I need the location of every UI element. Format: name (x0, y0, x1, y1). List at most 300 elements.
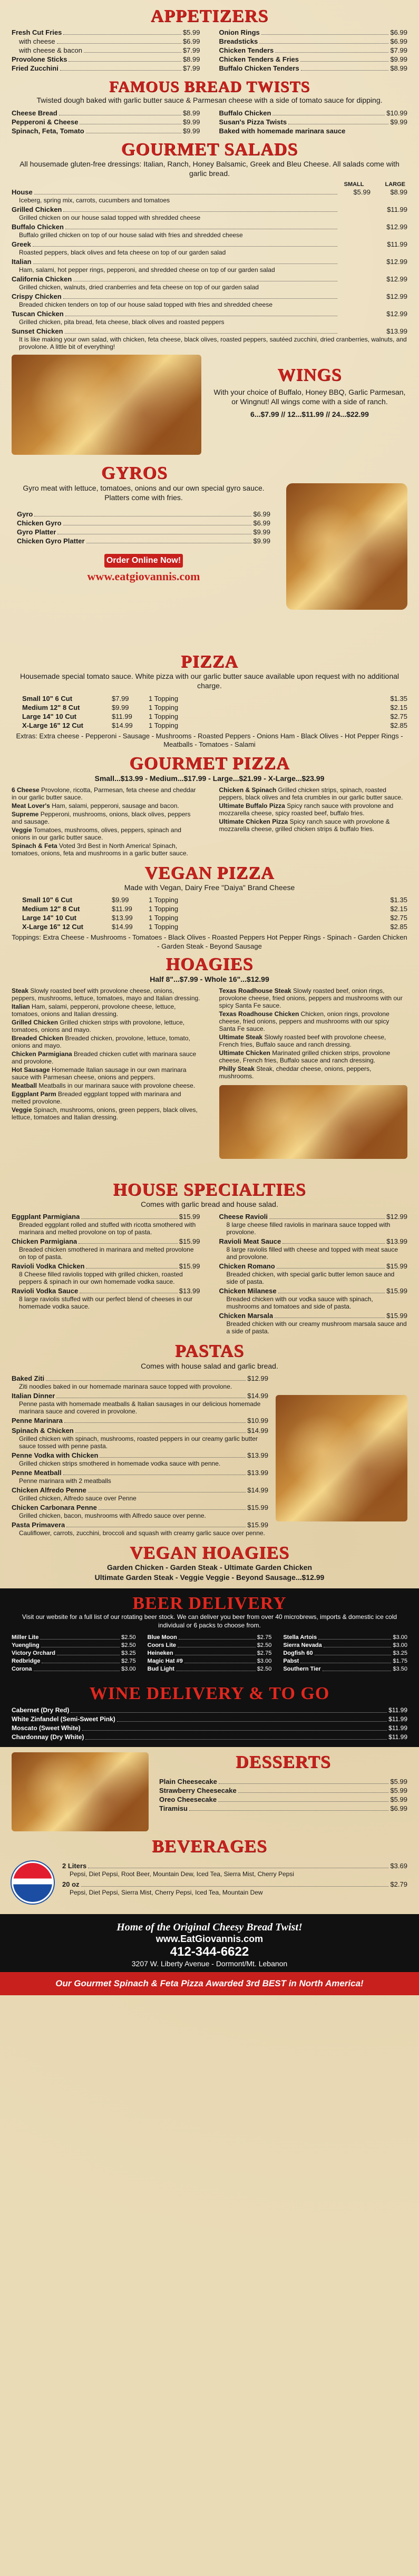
salad-list (12, 188, 407, 350)
menu-item (12, 1106, 200, 1121)
dessert-list (159, 1777, 407, 1813)
hoagies-title: HOAGIES (165, 954, 254, 974)
leader-dots (86, 536, 252, 543)
topping-label: 1 Topping (149, 896, 179, 904)
menu-item-row (283, 1665, 407, 1673)
leader-dots (80, 1286, 178, 1293)
salad-row (12, 240, 407, 249)
item-name: Redbridge (12, 1658, 41, 1665)
menu-item-row (159, 1786, 407, 1795)
salad-desc: Roasted peppers, black olives and feta cheese on top of our garden salad (19, 249, 226, 257)
item-name: 6 Cheese (12, 786, 40, 794)
leader-dots (275, 46, 388, 53)
size-price: $14.99 (112, 923, 133, 931)
item-name: Chicken Romano (219, 1262, 275, 1271)
item-name: Pepperoni & Cheese (12, 118, 79, 126)
item-price: $3.50 (393, 1666, 407, 1673)
menu-item-row (219, 1311, 408, 1320)
salad-name: California Chicken (12, 275, 72, 284)
item-price: $5.99 (390, 1787, 407, 1795)
size-name: Small 10" 6 Cut (22, 694, 73, 702)
menu-item-row (219, 1286, 408, 1295)
leader-dots (57, 37, 181, 44)
salad-small-price (339, 327, 371, 336)
menu-item-row (12, 1706, 407, 1715)
vegan-pizza-section (0, 863, 419, 951)
item-desc: Breaded chicken cutlet with marinara sauce and provolone. (12, 1050, 197, 1065)
salad-large-price: $13.99 (386, 327, 407, 336)
menu-item-row (12, 1503, 268, 1512)
leader-dots (323, 1665, 392, 1671)
item-price: $12.99 (247, 1374, 268, 1382)
pasta-list (12, 1374, 268, 1538)
item-price: $3.00 (257, 1658, 272, 1665)
leader-dots (65, 222, 337, 229)
menu-item-row (12, 1426, 268, 1435)
leader-dots (238, 1786, 389, 1793)
item-price: $2.75 (257, 1650, 272, 1657)
menu-item-row (219, 126, 408, 135)
item-price: $2.50 (257, 1642, 272, 1649)
item-name: Hot Sausage (12, 1066, 50, 1074)
item-price: $9.99 (182, 118, 200, 126)
item-desc: Breaded chicken, with special garlic butter lemon sauce and side of pasta. (226, 1271, 395, 1286)
item-name: Corona (12, 1666, 32, 1673)
hoagies-sizes: Half 8"...$7.99 - Whole 16"...$12.99 (150, 974, 269, 983)
item-name: Blue Moon (147, 1634, 177, 1641)
item-name: Onion Rings (219, 28, 260, 37)
leader-dots (259, 37, 388, 44)
item-price: $5.99 (390, 1778, 407, 1786)
beer-col-2 (148, 1634, 272, 1673)
item-price: $6.99 (253, 510, 270, 519)
item-desc: Voted 3rd Best in North America! Spinach, tomatoes, onions, feta and mushrooms in a garlic butter sauce. (12, 842, 188, 857)
item-name: Chicken Carbonara Penne (12, 1503, 97, 1511)
pizza-subtitle: Housemade special tomato sauce. White pizza with our garlic butter sauce available upon request with no additional charge. (20, 672, 399, 690)
twists-left (12, 109, 200, 135)
item-name: Dogfish 60 (283, 1650, 313, 1657)
size-name: Medium 12" 8 Cut (22, 703, 80, 711)
topping-label: 1 Topping (149, 703, 179, 711)
item-name: Heineken (147, 1650, 173, 1657)
footer-phone[interactable]: 412-344-6622 (170, 1945, 249, 1959)
salad-desc: Grilled chicken, pita bread, feta cheese, black olives and roasted peppers (19, 318, 225, 326)
small-label: SMALL (344, 181, 364, 188)
beer-col-3 (283, 1634, 407, 1673)
item-name: Yuengling (12, 1642, 40, 1649)
leader-dots (63, 292, 337, 299)
menu-item-row (17, 536, 270, 545)
menu-item-row (12, 28, 200, 37)
item-price: $6.99 (390, 37, 407, 46)
hoagies-section (0, 954, 419, 1159)
menu-item-row (159, 1795, 407, 1804)
size-row (22, 922, 407, 931)
salad-item (12, 257, 407, 274)
salad-name: Buffalo Chicken (12, 223, 64, 231)
salad-large-price: $12.99 (386, 223, 407, 231)
item-name: with cheese (19, 37, 55, 46)
leader-dots (42, 1657, 120, 1663)
menu-item (12, 1066, 200, 1081)
item-price: $7.99 (390, 46, 407, 55)
item-name: Penne Vodka with Chicken (12, 1451, 99, 1459)
item-name: Philly Steak (219, 1065, 255, 1072)
beer-subtitle: Visit our website for a full list of our rotating beer stock. We can deliver you beer from over 40 microbrews, imports & domestic ice cold individual or 6 packs to choose from. (22, 1613, 397, 1629)
item-price: $15.99 (247, 1503, 268, 1511)
menu-item (219, 987, 408, 1009)
menu-item (12, 842, 200, 857)
leader-dots (56, 1391, 246, 1398)
order-online-button[interactable]: Order Online Now! (104, 554, 183, 568)
leader-dots (80, 118, 181, 124)
menu-item-row (219, 1212, 408, 1221)
menu-item-row (12, 118, 200, 126)
salad-small-price (339, 205, 371, 214)
salad-desc: Breaded chicken tenders on top of our house salad topped with fries and shredded cheese (19, 301, 272, 309)
menu-item-row (17, 510, 270, 519)
item-desc: Spicy ranch sauce with provolone and mozzarella cheese, spicy roasted beef, buffalo fries. (219, 802, 394, 817)
item-name: Moscato (Sweet White) (12, 1724, 81, 1732)
item-name: Spinach & Feta (12, 842, 57, 850)
item-name: Plain Cheesecake (159, 1778, 217, 1786)
item-desc: Slowly roasted beef, onion rings, provolone cheese, fried onions, peppers and mushrooms with our spicy Santa Fe sauce. (219, 987, 403, 1009)
item-name: Chicken Alfredo Penne (12, 1486, 86, 1494)
salad-large-price: $12.99 (386, 292, 407, 301)
item-desc: Meatballs in our marinara sauce with provolone cheese. (37, 1081, 196, 1089)
item-name: Chicken Gyro (17, 519, 62, 528)
menu-item (12, 1503, 268, 1519)
menu-item-row (148, 1665, 272, 1673)
size-row (22, 913, 407, 922)
item-price: $9.99 (390, 55, 407, 64)
item-price: $7.99 (182, 64, 200, 73)
menu-item (12, 1090, 200, 1105)
hoagies-left (12, 987, 200, 1159)
menu-item (12, 1082, 200, 1089)
size-price: $11.99 (112, 712, 132, 720)
topping-label: 1 Topping (149, 712, 179, 720)
item-price: $11.99 (388, 1724, 407, 1732)
leader-dots (60, 64, 181, 71)
salad-row (12, 309, 407, 318)
menu-item (12, 1451, 268, 1467)
leader-dots (84, 46, 181, 53)
wine-title: WINE DELIVERY & TO GO (89, 1684, 330, 1704)
hoagie-photo (219, 1085, 408, 1159)
item-name: Fried Zucchini (12, 64, 59, 73)
salad-name: Crispy Chicken (12, 292, 62, 301)
menu-item-row (12, 1724, 407, 1733)
item-price: $3.00 (393, 1642, 407, 1649)
oz-price: $2.79 (390, 1880, 407, 1889)
menu-item-row (12, 1374, 268, 1383)
salad-large-price: $8.99 (390, 188, 407, 197)
item-name: Veggie (12, 826, 32, 834)
item-name: Spinach & Chicken (12, 1426, 74, 1435)
item-desc: Penne marinara with 2 meatballs (19, 1477, 111, 1485)
item-name: Meat Lover's (12, 802, 50, 809)
topping-price: $2.85 (390, 923, 407, 931)
salad-name: Italian (12, 258, 32, 266)
item-price: $5.99 (390, 1796, 407, 1804)
leader-dots (179, 1634, 256, 1640)
menu-item-row (12, 1665, 136, 1673)
gourmet-right (219, 786, 408, 858)
menu-item-row (17, 519, 270, 528)
item-name: Chicken Parmigiana (12, 1237, 77, 1246)
menu-item-row (12, 1733, 407, 1742)
leader-dots (33, 240, 337, 247)
salad-large-price: $12.99 (386, 310, 407, 318)
item-desc: Slowly roasted beef with provolone cheese, French fries, Buffalo sauce and ranch dressing. (219, 1033, 386, 1048)
size-row (22, 895, 407, 904)
menu-item (12, 786, 200, 801)
item-desc: Ham, salami, pepperoni, sausage and bacon. (50, 802, 179, 809)
footer-address: 3207 W. Liberty Avenue - Dormont/Mt. Lebanon (131, 1959, 288, 1968)
menu-item (12, 1262, 200, 1285)
item-name: Sierra Nevada (283, 1642, 322, 1649)
item-name: Chicken Tenders (219, 46, 274, 55)
hoagies-right (219, 987, 408, 1080)
vegan-pizza-title: VEGAN PIZZA (144, 863, 275, 883)
size-price: $7.99 (112, 694, 129, 702)
leader-dots (278, 1286, 385, 1293)
item-name: Ravioli Meat Sauce (219, 1237, 281, 1246)
item-name: Eggplant Parm (12, 1090, 56, 1098)
leader-dots (99, 1503, 246, 1510)
leader-dots (66, 1520, 246, 1527)
item-desc: Breaded chicken with our creamy mushroom marsala sauce and a side of pasta. (226, 1320, 407, 1335)
salad-small-price: $5.99 (353, 188, 371, 197)
leader-dots (86, 1262, 177, 1269)
oz-list: Pepsi, Diet Pepsi, Sierra Mist, Cherry Pepsi, Iced Tea, Mountain Dew (70, 1889, 263, 1897)
menu-item-row (12, 46, 200, 55)
topping-price: $2.75 (390, 712, 407, 720)
wine-list (12, 1706, 407, 1742)
leader-dots (57, 1650, 120, 1655)
leader-dots (81, 1212, 177, 1219)
dessert-photo (12, 1752, 149, 1831)
item-desc: 8 large cheese filled raviolis in marinara sauce topped with provolone. (226, 1221, 391, 1236)
item-price: $13.99 (179, 1287, 200, 1295)
leader-dots (46, 1374, 246, 1381)
menu-item-row (12, 1416, 268, 1425)
leader-dots (86, 126, 181, 133)
item-name: White Zinfandel (Semi-Sweet Pink) (12, 1715, 115, 1723)
pasta-photo (276, 1395, 407, 1521)
menu-item-row (219, 118, 408, 126)
item-desc: Grilled chicken with spinach, mushrooms, roasted peppers in our creamy garlic butter sauce tossed with penne pasta. (19, 1435, 258, 1450)
menu-item-row (12, 1451, 268, 1460)
menu-item-row (283, 1642, 407, 1650)
leader-dots (272, 109, 385, 115)
menu-item-row (12, 1237, 200, 1246)
item-price: $14.99 (247, 1391, 268, 1400)
appetizers-section (0, 0, 419, 73)
house-right (219, 1212, 408, 1336)
item-price: $5.99 (182, 28, 200, 37)
item-name: Susan's Pizza Twists (219, 118, 287, 126)
item-price: $9.99 (390, 118, 407, 126)
size-price: $14.99 (112, 721, 133, 729)
menu-item-row (12, 1642, 136, 1650)
salad-desc: Grilled chicken, walnuts, dried cranberries and feta cheese on top of our garden salad (19, 284, 259, 291)
item-price: $9.99 (182, 126, 200, 135)
item-desc: Breaded eggplant rolled and stuffed with ricotta smothered with marinara and melted provolone on top of pasta. (19, 1221, 196, 1236)
menu-item-row (219, 1237, 408, 1246)
item-name: Cheese Bread (12, 109, 57, 117)
vegan-hoagies-section (0, 1543, 419, 1582)
salad-large-price: $12.99 (386, 275, 407, 284)
wine-section (0, 1679, 419, 1746)
item-price: $2.75 (257, 1634, 272, 1641)
salad-row (12, 275, 407, 284)
salad-item (12, 240, 407, 256)
leader-dots (100, 1451, 246, 1458)
salad-item (12, 205, 407, 221)
menu-item (219, 1311, 408, 1335)
salad-small-price (339, 240, 371, 249)
item-price: $15.99 (179, 1237, 200, 1246)
twists-right (219, 109, 408, 135)
leader-dots (275, 1311, 385, 1318)
item-desc: Breaded chicken, provolone, lettuce, tomato, onions and mayo. (12, 1034, 190, 1049)
menu-item-row (219, 37, 408, 46)
item-name: with cheese & bacon (19, 46, 82, 55)
leader-dots (63, 28, 181, 35)
menu-item-row (148, 1642, 272, 1650)
item-desc: 8 large raviolis stuffed with our perfect blend of cheeses in our homemade vodka sauce. (19, 1295, 193, 1311)
salad-item (12, 327, 407, 350)
footer-website[interactable]: www.EatGiovannis.com (155, 1934, 264, 1945)
pizza-section (0, 652, 419, 750)
beverages-section (0, 1837, 419, 1904)
item-name: Chicken Marsala (219, 1312, 274, 1320)
menu-item (219, 1212, 408, 1236)
appetizers-right (219, 28, 408, 73)
item-desc: Breaded eggplant topped with marinara and melted provolone. (12, 1090, 181, 1105)
item-price: $11.99 (388, 1706, 407, 1714)
leader-dots (65, 327, 337, 334)
leader-dots (85, 1733, 387, 1740)
oz-label: 20 oz (62, 1880, 80, 1889)
item-name: Ultimate Chicken Pizza (219, 817, 288, 825)
menu-item (12, 1391, 268, 1415)
house-section (0, 1180, 419, 1336)
item-desc: Grilled chicken strips, spinach, roasted peppers, black olives and feta crumbles in our garlic butter sauce. (219, 786, 403, 801)
item-price: $13.99 (386, 1237, 407, 1246)
item-name: Cheese Ravioli (219, 1213, 268, 1221)
pizza-title: PIZZA (181, 651, 238, 671)
salad-item (12, 188, 407, 204)
twists-section (0, 78, 419, 135)
salads-title: GOURMET SALADS (121, 139, 298, 159)
menu-item-row (159, 1777, 407, 1786)
leader-dots (71, 1706, 387, 1713)
leader-dots (301, 64, 389, 71)
menu-item-row (148, 1634, 272, 1642)
salad-small-price (339, 309, 371, 318)
appetizers-left (12, 28, 200, 73)
menu-item-row (219, 64, 408, 73)
leader-dots (178, 1642, 256, 1647)
item-desc: Breaded chicken with our vodka sauce with spinach, mushrooms and tomatoes and side of pasta. (226, 1295, 373, 1311)
menu-item-row (12, 1650, 136, 1657)
liters-price: $3.69 (390, 1862, 407, 1870)
desserts-title: DESSERTS (236, 1752, 331, 1772)
gyros-section (0, 463, 419, 609)
leader-dots (57, 528, 251, 534)
wings-prices: 6...$7.99 // 12...$11.99 // 24...$22.99 (250, 410, 369, 419)
item-price: $2.50 (121, 1634, 136, 1641)
menu-item (219, 1237, 408, 1261)
menu-item (12, 1212, 200, 1236)
salad-row (12, 205, 407, 214)
salad-item (12, 309, 407, 326)
beer-title: BEER DELIVERY (132, 1593, 287, 1613)
item-desc: Breaded chicken smothered in marinara and melted provolone on top of pasta. (19, 1246, 194, 1261)
topping-label: 1 Topping (149, 905, 179, 913)
item-name: Ravioli Vodka Sauce (12, 1287, 79, 1295)
gyro-list (12, 510, 276, 545)
menu-item-row (12, 1391, 268, 1400)
item-price: $8.99 (182, 55, 200, 64)
wings-photo (12, 355, 201, 455)
salad-large-price: $11.99 (387, 240, 407, 249)
leader-dots (63, 1468, 246, 1475)
menu-item-row (12, 1520, 268, 1529)
vegan-price-table (12, 895, 407, 931)
salad-small-price (339, 275, 371, 284)
size-row (22, 703, 407, 712)
salad-item (12, 275, 407, 291)
size-name: Large 14" 10 Cut (22, 914, 76, 922)
item-price: $6.99 (253, 519, 270, 528)
item-name: Strawberry Cheesecake (159, 1787, 237, 1795)
item-name: Bud Light (147, 1666, 174, 1673)
liters-label: 2 Liters (62, 1862, 87, 1870)
item-name: Meatball (12, 1081, 37, 1089)
website-link[interactable]: www.eatgiovannis.com (87, 570, 200, 583)
wings-title: WINGS (277, 365, 342, 385)
menu-item (219, 802, 408, 817)
topping-price: $1.35 (390, 694, 407, 702)
size-row (22, 712, 407, 721)
leader-dots (34, 510, 251, 516)
menu-item (219, 818, 408, 833)
item-name: Fresh Cut Fries (12, 28, 62, 37)
leader-dots (189, 1804, 389, 1811)
item-desc: Tomatoes, mushrooms, olives, peppers, spinach and onions in our garlic butter sauce. (12, 826, 181, 841)
menu-item-row (219, 109, 408, 118)
menu-item (219, 1286, 408, 1310)
size-name: X-Large 16" 12 Cut (22, 721, 83, 729)
menu-item-row (283, 1650, 407, 1657)
menu-item-row (159, 1804, 407, 1813)
size-price: $9.99 (112, 703, 129, 711)
item-name: Texas Roadhouse Steak (219, 987, 291, 994)
salad-desc: Grilled chicken on our house salad topped with shredded cheese (19, 214, 201, 222)
topping-price: $2.75 (390, 914, 407, 922)
item-name: Chicken & Spinach (219, 786, 277, 794)
house-title: HOUSE SPECIALTIES (113, 1179, 306, 1199)
item-name: Veggie (12, 1106, 32, 1114)
topping-label: 1 Topping (149, 721, 179, 729)
item-name: Miller Lite (12, 1634, 39, 1641)
item-price: $15.99 (179, 1262, 200, 1271)
menu-item-row (12, 55, 200, 64)
